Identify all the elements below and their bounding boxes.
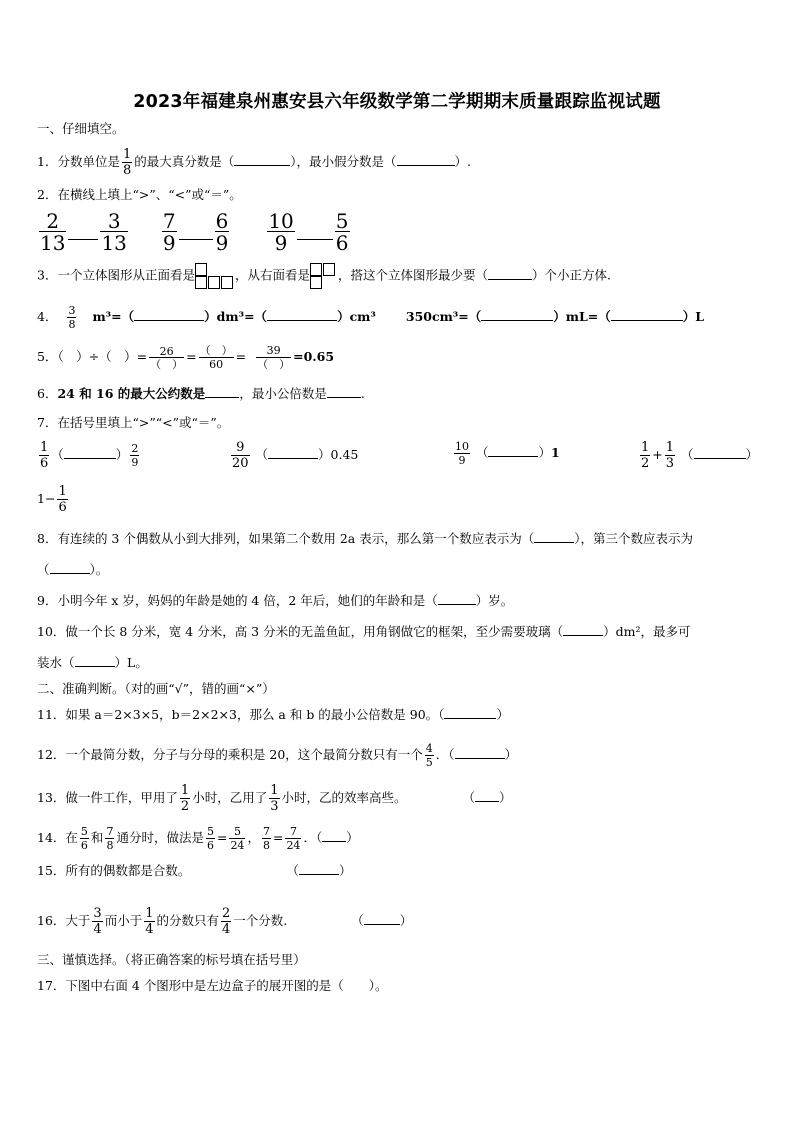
- q16-b: 而小于: [104, 913, 143, 928]
- q2-p2l-num: 7: [162, 209, 176, 233]
- q13-f2-num: 1: [270, 783, 279, 798]
- q6-blank-1[interactable]: [205, 385, 239, 398]
- q7-i4a-den: 2: [641, 456, 650, 471]
- q3-end2: ）个小正方体.: [532, 267, 611, 283]
- question-6: [37, 385, 365, 403]
- q2-p3l-den: 9: [274, 231, 288, 255]
- q7-i2-frac: [231, 441, 250, 470]
- q7-i2-blank[interactable]: [268, 446, 318, 459]
- question-3: [37, 263, 611, 289]
- q5-fraction-3: [256, 345, 291, 370]
- q11-blank[interactable]: [444, 706, 496, 719]
- q13-fraction-2: [269, 784, 279, 813]
- q7-i4a-num: 1: [641, 440, 650, 455]
- q14-f5-den: 8: [262, 839, 270, 852]
- q4-blank-3[interactable]: [481, 308, 553, 321]
- q12-end2: ）: [504, 747, 518, 762]
- q2-pair1-right: [100, 211, 127, 253]
- q2-pair3-blank[interactable]: [297, 239, 333, 240]
- q11-text: 如果 a＝2×3×5，b＝2×2×3，那么 a 和 b 的最小公倍数是 90。（: [65, 707, 445, 722]
- q9-b: ）岁。: [475, 593, 514, 608]
- q2-pair3-left: [267, 211, 294, 253]
- q12-text: 一个最简分数，分子与分母的乘积是 20，这个最简分数只有一个: [65, 747, 423, 762]
- q16-fraction-2: [144, 907, 154, 936]
- q10-line2b: ）L。: [114, 655, 148, 670]
- q6-blank-2[interactable]: [327, 385, 361, 398]
- question-4: [37, 305, 704, 330]
- q14-b: 和: [90, 830, 104, 845]
- q5-eq: =: [186, 349, 197, 364]
- q4-f: ）L: [682, 309, 705, 324]
- q7-item-4: $\frac{1}{2}$ + $\frac{1}{3}$ （ ）: [641, 440, 759, 471]
- q6-c: .: [360, 386, 365, 401]
- question-9: [37, 592, 513, 610]
- q7-i1-blank[interactable]: [64, 446, 116, 459]
- q13-number: 13．: [37, 790, 66, 805]
- q14-d: ．（: [303, 830, 323, 845]
- q3-number: 3．: [37, 267, 58, 283]
- q1-frac-den: 8: [122, 163, 132, 178]
- q7-i5-den: 6: [58, 500, 67, 515]
- q5-f1-num: 26: [149, 346, 184, 358]
- q17-text: 下图中右面 4 个图形中是左边盒子的展开图的是（ ）。: [65, 978, 388, 993]
- q7-item-5: [37, 485, 70, 514]
- q8-line1b: ），第三个数应表示为: [574, 531, 693, 546]
- q7-i3-num: 10: [455, 440, 469, 453]
- q5-f2-num: （ ）: [199, 344, 233, 357]
- q5-fraction-2: [199, 345, 234, 370]
- q16-f2-num: 1: [145, 906, 154, 921]
- question-2: [37, 186, 242, 204]
- q9-a: 小明今年 x 岁，妈妈的年龄是她的 4 倍，2 年后，她们的年龄和是（: [57, 593, 438, 608]
- q14-f1-den: 6: [80, 839, 88, 852]
- q8-line2b: ）。: [89, 562, 109, 577]
- q4-d: 350cm³=（: [405, 309, 482, 324]
- q2-pair2-right: [215, 211, 230, 253]
- q2-p1r-den: 13: [101, 231, 127, 255]
- q7-i5-frac: [57, 485, 67, 514]
- q14-number: 14．: [37, 830, 66, 845]
- q2-pair1-blank[interactable]: [68, 239, 98, 240]
- q14-f4-den: 24: [230, 839, 245, 852]
- q7-i4-blank[interactable]: [694, 446, 746, 459]
- q4-b: ）dm³=（: [204, 309, 268, 324]
- q3-right-view-figure: [310, 263, 338, 289]
- q14-fraction-6: [285, 826, 301, 851]
- q14-fraction-2: [105, 826, 114, 851]
- q12-frac-num: 4: [425, 742, 433, 755]
- q3-blank[interactable]: [488, 267, 532, 280]
- q4-c: ）cm³: [337, 309, 376, 324]
- q2-text: 在横线上填上“>”、“<”或“＝”。: [57, 187, 242, 202]
- q7-i5-prefix: 1−: [37, 491, 56, 506]
- q7-i1-frac-a: [39, 441, 49, 470]
- q3-mid: ，从右面看是: [234, 267, 310, 283]
- q8-blank-1[interactable]: [534, 530, 574, 543]
- q7-item-2: $\frac{9}{20}$ （ ）0.45: [232, 440, 359, 471]
- q16-number: 16．: [37, 913, 66, 928]
- q8-number: 8．: [37, 531, 58, 546]
- q13-f1-num: 1: [180, 783, 190, 798]
- q1-pre: 分数单位是: [57, 154, 120, 169]
- q13-d: （: [462, 790, 476, 805]
- question-8-line2: [37, 561, 108, 579]
- page-title: 2023年福建泉州惠安县六年级数学第二学期期末质量跟踪监视试题: [133, 92, 661, 112]
- q2-pair3-right: [335, 211, 350, 253]
- q16-f1-den: 4: [93, 922, 102, 937]
- q2-p1l-num: 2: [39, 211, 66, 232]
- q16-fraction-1: [92, 907, 102, 936]
- q14-f6-den: 24: [286, 839, 301, 852]
- q12-frac-den: 5: [425, 756, 433, 769]
- q5-f2-den: 60: [209, 358, 224, 371]
- q14-e: ）: [346, 830, 359, 845]
- q11-end: ）: [496, 707, 509, 722]
- q12-number: 12．: [37, 747, 66, 762]
- q8-blank-2[interactable]: [50, 561, 90, 574]
- q5-f3-den: （ ）: [257, 358, 291, 371]
- q9-blank[interactable]: [438, 592, 476, 605]
- q7-i1b-den: 9: [131, 456, 139, 469]
- q5-number: 5．: [37, 349, 58, 364]
- q1-blank-2[interactable]: [397, 153, 455, 166]
- q14-f6-num: 7: [285, 826, 301, 839]
- q4-blank-4[interactable]: [611, 308, 683, 321]
- q3-pre: 一个立体图形从正面看是: [57, 267, 195, 283]
- q3-end: ，搭这个立体图形最少要（: [337, 267, 488, 283]
- q7-i2-value: 0.45: [330, 447, 359, 462]
- q2-pair1-left: [39, 211, 66, 253]
- q7-i1-frac-b: [130, 443, 139, 468]
- q13-f2-den: 3: [270, 799, 279, 814]
- q15-blank[interactable]: [299, 862, 339, 875]
- q2-p2r-den: 9: [215, 231, 229, 255]
- q16-f: ）: [399, 913, 413, 928]
- q13-c: 小时，乙的效率高些。: [281, 790, 407, 805]
- q4-blank-1[interactable]: [134, 308, 204, 321]
- section-2-heading: 二、准确判断。（对的画“√”，错的画“×”）: [37, 681, 275, 696]
- question-15: [37, 862, 351, 880]
- q6-number: 6．: [37, 386, 58, 401]
- q14-eq2: =: [272, 830, 284, 845]
- q14-comma: ，: [247, 830, 260, 845]
- q1-blank-1[interactable]: [234, 153, 290, 166]
- q16-blank[interactable]: [364, 912, 400, 925]
- q1-number: 1．: [37, 154, 58, 169]
- section-3-heading: 三、谨慎选择。（将正确答案的标号填在括号里）: [37, 952, 306, 967]
- q5-fraction-1: [149, 346, 184, 370]
- q10-line1b: ）dm²，最多可: [603, 624, 691, 639]
- q7-i4b-den: 3: [665, 456, 675, 471]
- q16-a: 大于: [65, 913, 91, 928]
- question-1: [37, 148, 471, 177]
- q4-fraction: [67, 305, 76, 330]
- q7-i5-num: 1: [58, 484, 67, 499]
- q2-p2r-num: 6: [215, 209, 229, 233]
- q15-number: 15．: [37, 863, 66, 878]
- q7-i1a-num: 1: [40, 440, 49, 455]
- q11-number: 11．: [37, 707, 66, 722]
- q8-line1: 有连续的 3 个偶数从小到大排列，如果第二个数用 2a 表示，那么第一个数应表示为（: [57, 531, 535, 546]
- question-10: [37, 623, 690, 641]
- q10-line1: 做一个长 8 分米，宽 4 分米，高 3 分米的无盖鱼缸，用角钢做它的框架，至少需要玻璃（: [65, 624, 564, 639]
- q15-text: 所有的偶数都是合数。: [65, 863, 191, 878]
- q4-blank-2[interactable]: [267, 308, 337, 321]
- q2-p1l-den: 13: [40, 231, 66, 255]
- q7-i4-plus: +: [652, 447, 663, 462]
- q14-eq: =: [216, 830, 228, 845]
- q14-fraction-3: [206, 826, 215, 851]
- q2-comparisons: [37, 211, 352, 253]
- q16-f3-num: 2: [222, 906, 231, 921]
- q16-d: 一个分数.: [233, 913, 288, 928]
- question-14: [37, 826, 359, 851]
- q17-number: 17．: [37, 978, 66, 993]
- q5-eq2: =: [235, 349, 247, 364]
- q7-i3-blank[interactable]: [488, 444, 538, 457]
- q14-fraction-1: [80, 826, 89, 851]
- q7-i1a-den: 6: [40, 456, 49, 471]
- q14-f1-num: 5: [80, 825, 88, 838]
- q5-end: =0.65: [293, 349, 335, 364]
- q12-end: ．（: [435, 747, 455, 762]
- question-8: [37, 530, 693, 548]
- q10-number: 10．: [37, 624, 66, 639]
- q5-f1-den: （ ）: [150, 357, 184, 371]
- q7-i4-frac-b: [665, 441, 675, 470]
- q14-c: 通分时，做法是: [116, 830, 204, 845]
- q2-p2l-den: 9: [162, 231, 176, 255]
- q7-number: 7．: [37, 415, 58, 430]
- q14-fraction-4: [229, 826, 245, 851]
- q2-p3l-num: 10: [268, 209, 294, 233]
- q12-blank[interactable]: [455, 746, 505, 759]
- q8-line2: （: [37, 562, 50, 577]
- q4-a: m³=（: [92, 309, 135, 324]
- q15-a: （: [286, 863, 299, 878]
- q14-f5-num: 7: [262, 825, 270, 838]
- q6-b: ，最小公倍数是: [239, 386, 327, 401]
- q16-f1-num: 3: [93, 906, 102, 921]
- question-16: [37, 907, 412, 936]
- q1-end: ）.: [454, 154, 472, 169]
- question-10-line2: [37, 654, 148, 672]
- q7-i4b-num: 1: [665, 440, 675, 455]
- q1-fraction: [122, 148, 132, 177]
- q4-frac-den: 8: [68, 318, 76, 331]
- q9-number: 9．: [37, 593, 58, 608]
- q7-i3-den: 9: [458, 454, 466, 467]
- q16-f2-den: 4: [145, 922, 154, 937]
- q2-p3r-den: 6: [335, 231, 349, 255]
- q14-a: 在: [65, 830, 78, 845]
- q10-blank-1[interactable]: [563, 623, 603, 636]
- q13-e: ）: [499, 790, 512, 805]
- question-17: [37, 977, 388, 995]
- q7-i4-frac-a: [640, 441, 650, 470]
- q5-a: （ ）÷（ ）=: [57, 349, 148, 364]
- question-13: [37, 784, 512, 813]
- q7-i1b-num: 2: [131, 442, 139, 455]
- q16-f3-den: 4: [222, 922, 231, 937]
- q13-fraction-1: [180, 784, 190, 813]
- q7-i3-value: 1: [551, 445, 560, 460]
- q14-f3-den: 6: [206, 839, 214, 852]
- q2-pair2-left: [162, 211, 177, 253]
- q6-a: 24 和 16 的最大公约数是: [57, 386, 206, 401]
- q14-f2-den: 8: [106, 839, 114, 852]
- q16-e: （: [351, 913, 364, 928]
- q2-p3r-num: 5: [335, 209, 349, 233]
- q14-f3-num: 5: [206, 825, 214, 838]
- q4-e: ）mL=（: [553, 309, 611, 324]
- q10-line2: 装水（: [37, 655, 75, 670]
- q13-f1-den: 2: [180, 799, 190, 814]
- question-11: [37, 706, 509, 724]
- q14-f2-num: 7: [106, 825, 114, 838]
- q7-item-3: $\frac{10}{9}$ （ ）1: [455, 440, 560, 467]
- q7-i2-num: 9: [231, 441, 250, 456]
- q1-frac-num: 1: [122, 147, 132, 162]
- q2-number: 2．: [37, 187, 58, 202]
- q4-number: 4．: [37, 309, 58, 324]
- question-5: [37, 345, 334, 370]
- q1-mid: 的最大真分数是（: [134, 154, 235, 169]
- q7-item-1: $\frac{1}{6}$ （ ） $\frac{2}{9}$: [40, 440, 139, 471]
- q10-blank-2[interactable]: [75, 654, 115, 667]
- q16-fraction-3: [221, 907, 231, 936]
- q3-front-view-figure: [195, 263, 235, 289]
- q13-a: 做一件工作，甲用了: [65, 790, 178, 805]
- q14-blank[interactable]: [322, 829, 346, 842]
- q1-mid2: ），最小假分数是（: [290, 154, 397, 169]
- q13-blank[interactable]: [475, 789, 499, 802]
- section-1-heading: 一、仔细填空。: [37, 121, 125, 136]
- q7-i2-den: 20: [232, 456, 249, 471]
- q14-fraction-5: [262, 826, 271, 851]
- q5-f3-num: 39: [256, 345, 291, 358]
- q13-b: 小时，乙用了: [192, 790, 268, 805]
- q2-p1r-num: 3: [100, 211, 127, 232]
- question-7: [37, 414, 229, 432]
- q15-b: ）: [338, 863, 352, 878]
- q4-frac-num: 3: [68, 304, 76, 317]
- q7-i3-frac: [454, 441, 470, 466]
- q16-c: 的分数只有: [156, 913, 220, 928]
- question-12: [37, 743, 517, 768]
- q12-fraction: [425, 743, 434, 768]
- q2-pair2-blank[interactable]: [179, 239, 213, 240]
- q7-text: 在括号里填上“>”“<”或“＝”。: [57, 415, 230, 430]
- q14-f4-num: 5: [229, 826, 245, 839]
